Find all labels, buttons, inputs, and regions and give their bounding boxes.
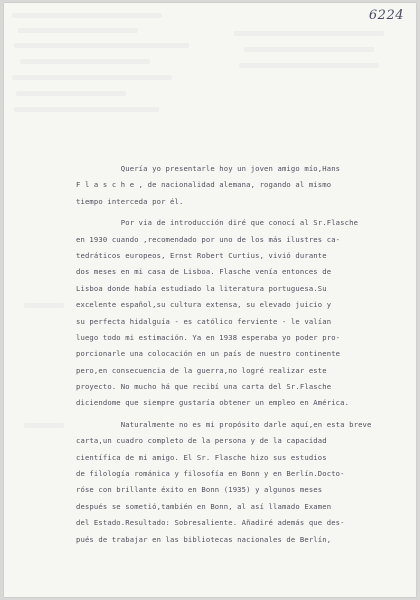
text-line: Naturalmente no es mi propósito darle aquí,en esta breve xyxy=(76,419,372,429)
page-number: 6224 xyxy=(368,8,404,23)
letter-page xyxy=(4,3,416,597)
text-line: Por via de introducción diré que conocí al Sr.Flasche xyxy=(76,218,359,228)
text-line: carta,un cuadro completo de la persona y de la capacidad xyxy=(76,436,327,446)
text-line: Lisboa donde había estudiado la literatura portuguesa.Su xyxy=(76,283,327,293)
text-line: de filología románica y filosofía en Bonn y en Berlín.Docto- xyxy=(76,469,345,479)
text-line: Quería yo presentarle hoy un joven amigo mío,Hans xyxy=(76,164,341,173)
text-line: róse con brillante éxito en Bonn (1935) y algunos meses xyxy=(76,485,323,495)
text-line: diciendome que siempre gustaría obtener un empleo en América. xyxy=(76,398,350,408)
text-line: pués de trabajar en las bibliotecas nacionales de Berlín, xyxy=(76,534,332,544)
letter-body xyxy=(76,161,386,548)
text-line: porcionarle una colocación en un país de nuestro continente xyxy=(76,349,341,359)
text-line: su perfecta hidalguía - es católico ferviente - le valían xyxy=(76,316,332,326)
text-line: del Estado.Resultado: Sobresaliente. Añadiré además que des- xyxy=(76,518,345,528)
text-line: en 1930 cuando ,recomendado por uno de los más ilustres ca- xyxy=(76,234,341,244)
text-line: después se sometió,también en Bonn, al así llamado Examen xyxy=(76,501,332,511)
text-line: científica de mi amigo. El Sr. Flasche hizo sus estudios xyxy=(76,452,327,462)
text-line: F l a s c h e , de nacionalidad alemana, rogando al mismo xyxy=(76,180,332,190)
text-line: luego todo mi estimación. Ya en 1938 esperaba yo poder pro- xyxy=(76,332,341,342)
text-line: pero,en consecuencia de la guerra,no logré realizar este xyxy=(76,365,327,375)
text-line: excelente español,su cultura extensa, su elevado juicio y xyxy=(76,300,332,310)
text-line: tiempo interceda por él. xyxy=(76,196,184,206)
text-line: proyecto. No mucho há que recibí una carta del Sr.Flasche xyxy=(76,382,332,392)
text-line: tedráticos europeos, Ernst Robert Curtius, vivió durante xyxy=(76,250,327,260)
text-line: dos meses en mi casa de Lisboa. Flasche venía entonces de xyxy=(76,267,332,277)
